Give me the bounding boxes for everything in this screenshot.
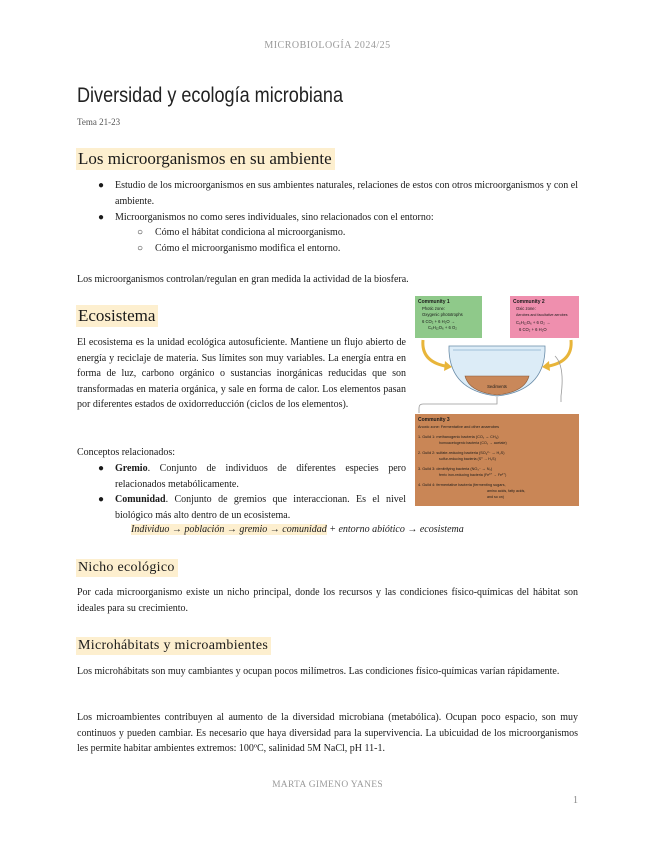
paragraph: Los microhábitats son muy cambiantes y ocupan pocos milímetros. Las condiciones físico-químicas varían rápidamente.: [77, 666, 560, 677]
section-heading-text: Los microorganismos en su ambiente: [76, 148, 335, 170]
c3-line: 4. Guild 4: fermentative bacteria (fermenting sugars,: [418, 483, 506, 487]
paragraph: Por cada microorganismo existe un nicho principal, donde los recursos y las condiciones físico-químicas del hábitat son ideales para su crecimiento.: [77, 587, 578, 614]
connector-line: [419, 397, 497, 413]
term-gremio: Gremio: [115, 463, 148, 474]
c3-line: Anoxic zone: Fermentative and other anaerobes: [418, 425, 500, 429]
sediment-label: Sediments: [487, 384, 507, 389]
bullet-text: Estudio de los microorganismos en sus ambientes naturales, relaciones de estos con otros microorganismos y con el ambiente.: [115, 180, 578, 207]
bullet-item: [98, 492, 406, 523]
community-1-title: Community 1: [418, 299, 450, 305]
bullet-text: . Conjunto de individuos de diferentes especies pero relacionados metabólicamente.: [115, 463, 406, 490]
section-heading-text: Microhábitats y microambientes: [76, 637, 271, 655]
c3-line: 3. Guild 3: denitrifying bacteria (NO₃⁻ → N₂): [418, 467, 493, 471]
lake-communities-figure: [415, 296, 579, 506]
chain-rest: + entorno abiótico → ecosistema: [326, 524, 464, 535]
page-footer: MARTA GIMENO YANES: [272, 780, 383, 790]
bullet-item: [98, 210, 578, 226]
community-2-title: Community 2: [513, 299, 545, 305]
hollow-bullet-icon: ○: [137, 227, 144, 238]
c1-line: C₆H₁₂O₆ + 6 O₂: [428, 325, 457, 330]
c2-line: Oxic zone:: [516, 306, 536, 311]
c3-line: homoacetogenic bacteria (CO₂ → acetate): [439, 441, 507, 445]
ecosystem-chain: [131, 524, 464, 535]
section-heading-text: Ecosistema: [76, 305, 158, 327]
c2-line: C₆H₁₂O₆ + 6 O₂ →: [516, 320, 551, 325]
page-number: 1: [573, 795, 578, 806]
c1-line: 6 CO₂ + 6 H₂O →: [422, 319, 455, 324]
community-3-title: Community 3: [418, 417, 450, 423]
c1-line: Photic zone:: [422, 306, 446, 311]
bullet-dot-icon: ●: [98, 494, 105, 505]
c3-line: ferric iron-reducing bacteria (Fe³⁺ → Fe²⁺): [439, 473, 507, 477]
c3-line: amino acids, fatty acids,: [487, 489, 526, 493]
bullet-text: . Conjunto de gremios que interaccionan. Es el nivel biológico más alto dentro de un ecosistema.: [115, 494, 406, 521]
page-title: Diversidad y ecología microbiana: [77, 84, 344, 107]
arrow-community-1: [423, 340, 445, 366]
page-header: MICROBIOLOGÍA 2024/25: [264, 40, 391, 51]
c3-line: 1. Guild 1: methanogenic bacteria (CO₂ → CH₄): [418, 435, 499, 439]
sub-bullet-text: Cómo el microorganismo modifica el entorno.: [155, 243, 341, 254]
paragraph: Los microambientes contribuyen al aumento de la diversidad microbiana (metabólica). Ocupan poco espacio, son muy continuos y pueden cambiar. Es necesario que haya diversidad para la supervivencia. La ubicuidad de los microorganismos les permite habitar ambientes extremos: 100ºC, salinidad 5M NaCl, pH 11-1.: [77, 712, 578, 754]
c3-line: 2. Guild 2: sulfate-reducing bacteria (SO₄²⁻ → H₂S): [418, 451, 505, 455]
bullet-dot-icon: ●: [98, 180, 105, 191]
section-heading-text: Nicho ecológico: [76, 559, 178, 577]
section-heading-ambiente: [76, 148, 335, 169]
bullet-dot-icon: ●: [98, 212, 105, 223]
bullet-item: [98, 461, 406, 492]
sub-bullet-item: [137, 225, 346, 241]
section-heading-microhabitats: [76, 636, 271, 655]
lake-diagram: [415, 296, 579, 506]
section-heading-ecosistema: [76, 305, 158, 326]
paragraph: El ecosistema es la unidad ecológica autosuficiente. Mantiene un flujo abierto de energía y reciclaje de materia. Sus límites son muy variables. La energía entra en forma de luz, carbono orgánico o sustancias inorgánicas reducidas que son transformadas en materia orgánica, y sale en forma de calor. Los elementos pasan por diferentes estados de oxidorreducción (ciclos de los elementos).: [77, 337, 406, 410]
c3-line: and so on): [487, 495, 504, 499]
page-subtitle: Tema 21-23: [77, 117, 121, 127]
bullet-item: [98, 178, 578, 209]
c1-line: Oxygenic phototrophs: [422, 312, 463, 317]
bullet-dot-icon: ●: [98, 463, 105, 474]
sub-bullet-item: [137, 241, 341, 257]
sub-bullet-text: Cómo el hábitat condiciona al microorganismo.: [155, 227, 346, 238]
hollow-bullet-icon: ○: [137, 243, 144, 254]
paragraph: Conceptos relacionados:: [77, 447, 176, 458]
section-heading-nicho: [76, 558, 178, 577]
arrow-community-2: [549, 340, 571, 366]
chain-highlight: Individuo → población → gremio → comunidad: [131, 524, 327, 535]
paragraph: Los microorganismos controlan/regulan en gran medida la actividad de la biosfera.: [77, 274, 409, 285]
c2-line: Aerobes and facultative aerobes: [516, 313, 568, 317]
bullet-text: Microorganismos no como seres individuales, sino relacionados con el entorno:: [115, 212, 434, 223]
term-comunidad: Comunidad: [115, 494, 166, 505]
c3-line: sulfur-reducing bacteria (S⁰ → H₂S): [439, 457, 496, 461]
c2-line: 6 CO₂ + 6 H₂O: [519, 327, 547, 332]
